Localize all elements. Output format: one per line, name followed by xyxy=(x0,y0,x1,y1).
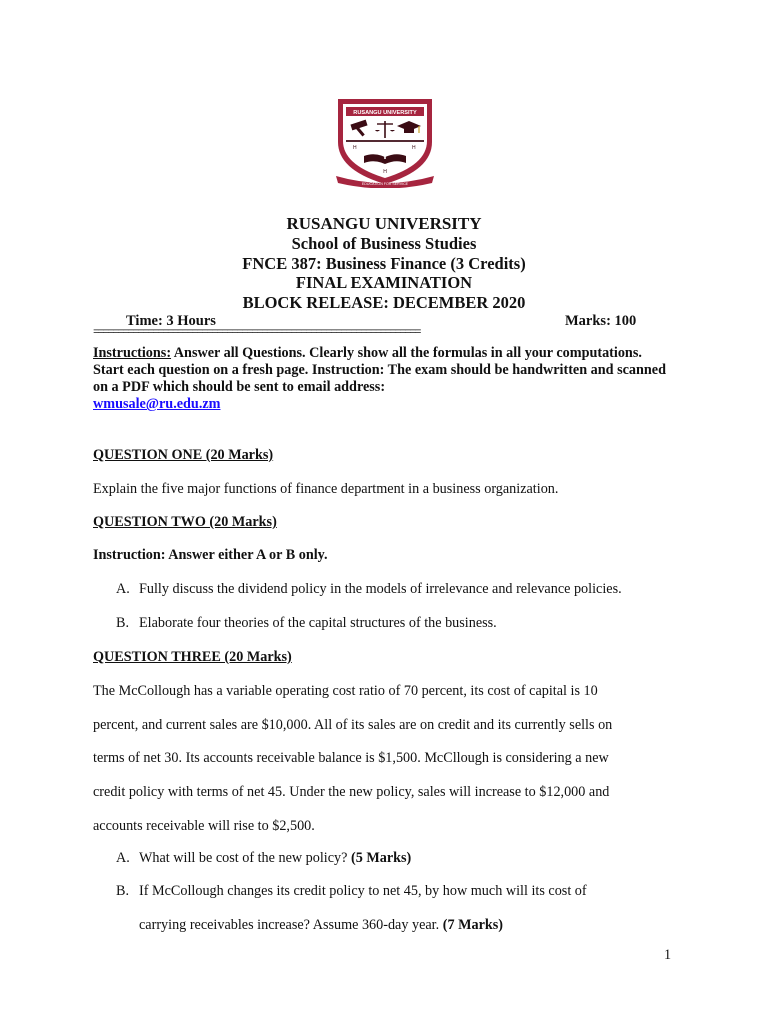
header-separator: ================================================================== xyxy=(93,327,420,339)
question-three-item-b-continued xyxy=(139,916,503,934)
question-three-heading: QUESTION THREE (20 Marks) xyxy=(93,649,292,665)
crest-motto: EDUCATION FOR SERVICE xyxy=(361,182,409,186)
instructions-email-link[interactable]: wmusale@ru.edu.zm xyxy=(93,396,221,412)
question-three-line: credit policy with terms of net 45. Under the new policy, sales will increase to $12,000 and xyxy=(93,784,610,800)
question-two-item-b xyxy=(116,614,497,632)
item-marks: (7 Marks) xyxy=(442,917,504,933)
question-one-text: Explain the five major functions of finance department in a business organization. xyxy=(93,481,559,497)
exam-type: FINAL EXAMINATION xyxy=(295,273,473,292)
university-name: RUSANGU UNIVERSITY xyxy=(286,214,482,233)
svg-text:H: H xyxy=(412,145,416,151)
item-label: A. xyxy=(116,581,130,597)
item-label: B. xyxy=(116,615,130,631)
question-three-line: accounts receivable will rise to $2,500. xyxy=(93,818,315,834)
instructions-block xyxy=(93,345,673,413)
question-two-item-a xyxy=(116,580,622,598)
item-text: If McCollough changes its credit policy to net 45, by how much will its cost of xyxy=(139,883,587,899)
item-label: B. xyxy=(116,883,130,899)
exam-marks: Marks: 100 xyxy=(565,313,637,329)
svg-text:RUSANGU UNIVERSITY: RUSANGU UNIVERSITY xyxy=(353,110,417,116)
page-number: 1 xyxy=(664,947,672,963)
item-text: carrying receivables increase? Assume 360-day year. xyxy=(139,917,443,933)
question-one-heading: QUESTION ONE (20 Marks) xyxy=(93,447,274,463)
item-text: What will be cost of the new policy? xyxy=(139,850,351,866)
course-title: FNCE 387: Business Finance (3 Credits) xyxy=(242,254,526,273)
exam-session: BLOCK RELEASE: DECEMBER 2020 xyxy=(242,293,526,312)
question-two-instruction: Instruction: Answer either A or B only. xyxy=(93,547,328,563)
item-label: A. xyxy=(116,850,130,866)
item-text: Elaborate four theories of the capital structures of the business. xyxy=(139,615,497,631)
item-text: Fully discuss the dividend policy in the models of irrelevance and relevance policies. xyxy=(139,581,622,597)
question-three-line: The McCollough has a variable operating cost ratio of 70 percent, its cost of capital is 10 xyxy=(93,683,598,699)
instructions-label: Instructions: xyxy=(93,345,172,361)
svg-text:H: H xyxy=(353,145,357,151)
item-marks: (5 Marks) xyxy=(350,850,412,866)
exam-time: Time: 3 Hours xyxy=(126,313,216,329)
question-three-item-b xyxy=(116,882,587,900)
question-three-line: percent, and current sales are $10,000. All of its sales are on credit and its currently sells on xyxy=(93,717,613,733)
question-two-heading: QUESTION TWO (20 Marks) xyxy=(93,514,277,530)
university-crest-logo xyxy=(334,96,436,188)
school-name: School of Business Studies xyxy=(291,234,477,253)
instructions-text: Answer all Questions. Clearly show all the formulas in all your computations. Start each question on a fresh page. Instruction: The exam should be handwritten and scanned on a PDF which should be sent to email address: xyxy=(93,345,666,395)
question-three-line: terms of net 30. Its accounts receivable balance is $1,500. McCllough is considering a new xyxy=(93,750,609,766)
question-three-item-a xyxy=(116,849,411,867)
svg-text:H: H xyxy=(383,169,387,175)
